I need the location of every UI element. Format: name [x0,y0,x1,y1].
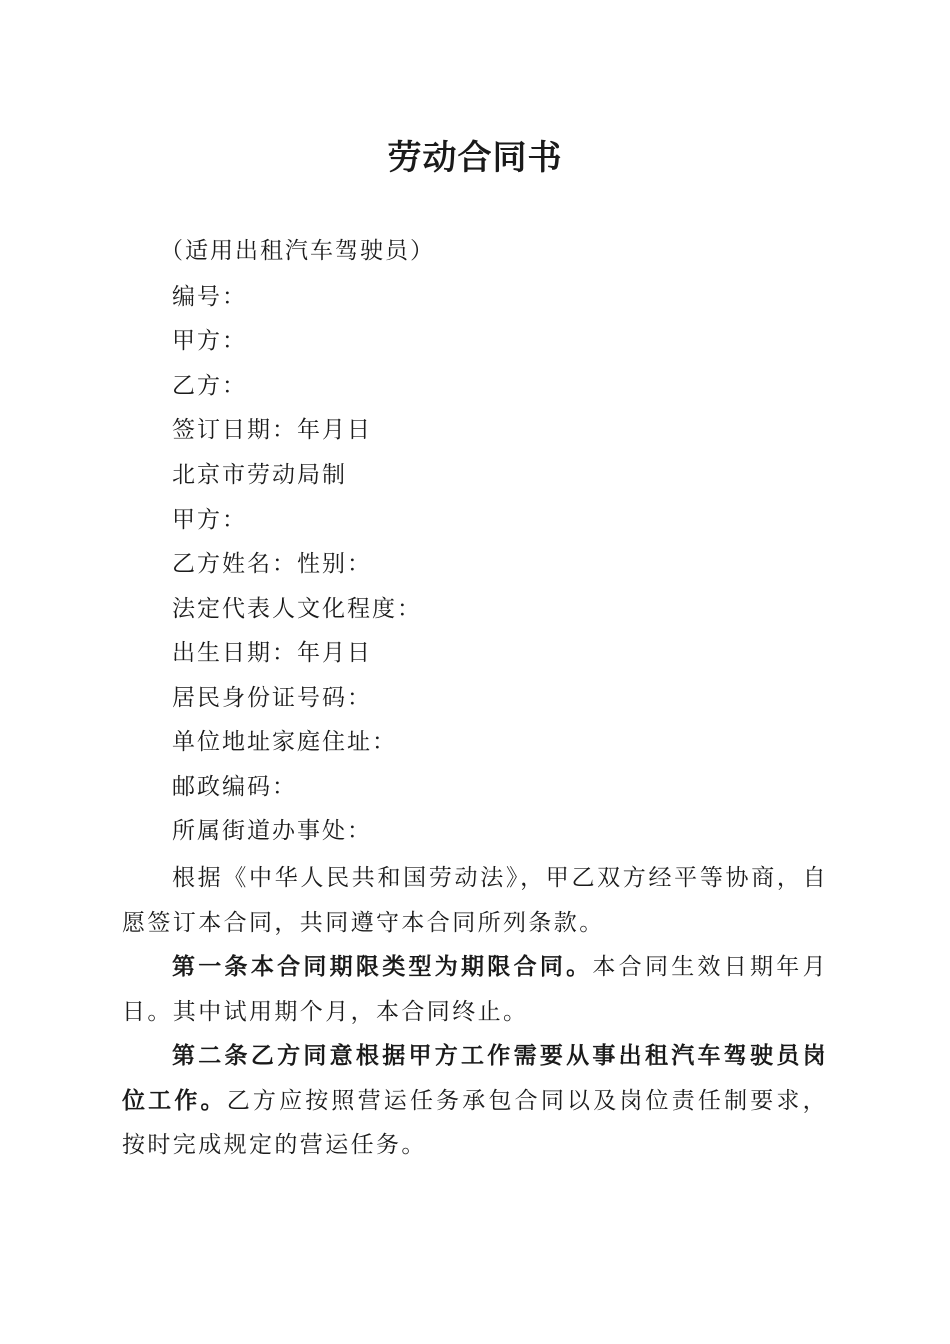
field-line: 邮政编码： [172,774,297,800]
article-1-body: 本合同生效日期年月日。其中试用期个月，本合同终止。 [122,954,828,1025]
field-line: 出生日期：年月日 [172,640,372,666]
article-1-heading: 第一条本合同期限类型为期限合同。 [172,953,593,980]
field-line: 甲方： [172,328,247,354]
field-line: 甲方： [172,507,247,533]
article-2-body: 乙方应按照营运任务承包合同以及岗位责任制要求，按时完成规定的营运任务。 [122,1087,829,1158]
document-title: 劳动合同书 [387,138,563,178]
field-line: 编号： [172,284,247,310]
field-line: 乙方姓名：性别： [172,551,372,577]
article-2-heading: 第二条乙方同意根据甲方工作需要从事出租汽车驾驶员岗位工作。 [122,1042,828,1114]
preamble-paragraph: 根据《中华人民共和国劳动法》，甲乙双方经平等协商，自愿签订本合同，共同遵守本合同所列条款。 [122,865,828,936]
document-subtitle: （适用出租汽车驾驶员） [160,238,435,264]
field-line: 单位地址家庭住址： [172,729,397,755]
article-2-paragraph [122,1034,828,1168]
field-line: 签订日期：年月日 [172,417,372,443]
article-1-paragraph [122,945,828,1034]
field-line: 乙方： [172,373,247,399]
field-line: 北京市劳动局制 [172,462,347,488]
field-line: 法定代表人文化程度： [172,596,422,622]
field-line: 所属街道办事处： [172,818,372,844]
field-line: 居民身份证号码： [172,685,372,711]
